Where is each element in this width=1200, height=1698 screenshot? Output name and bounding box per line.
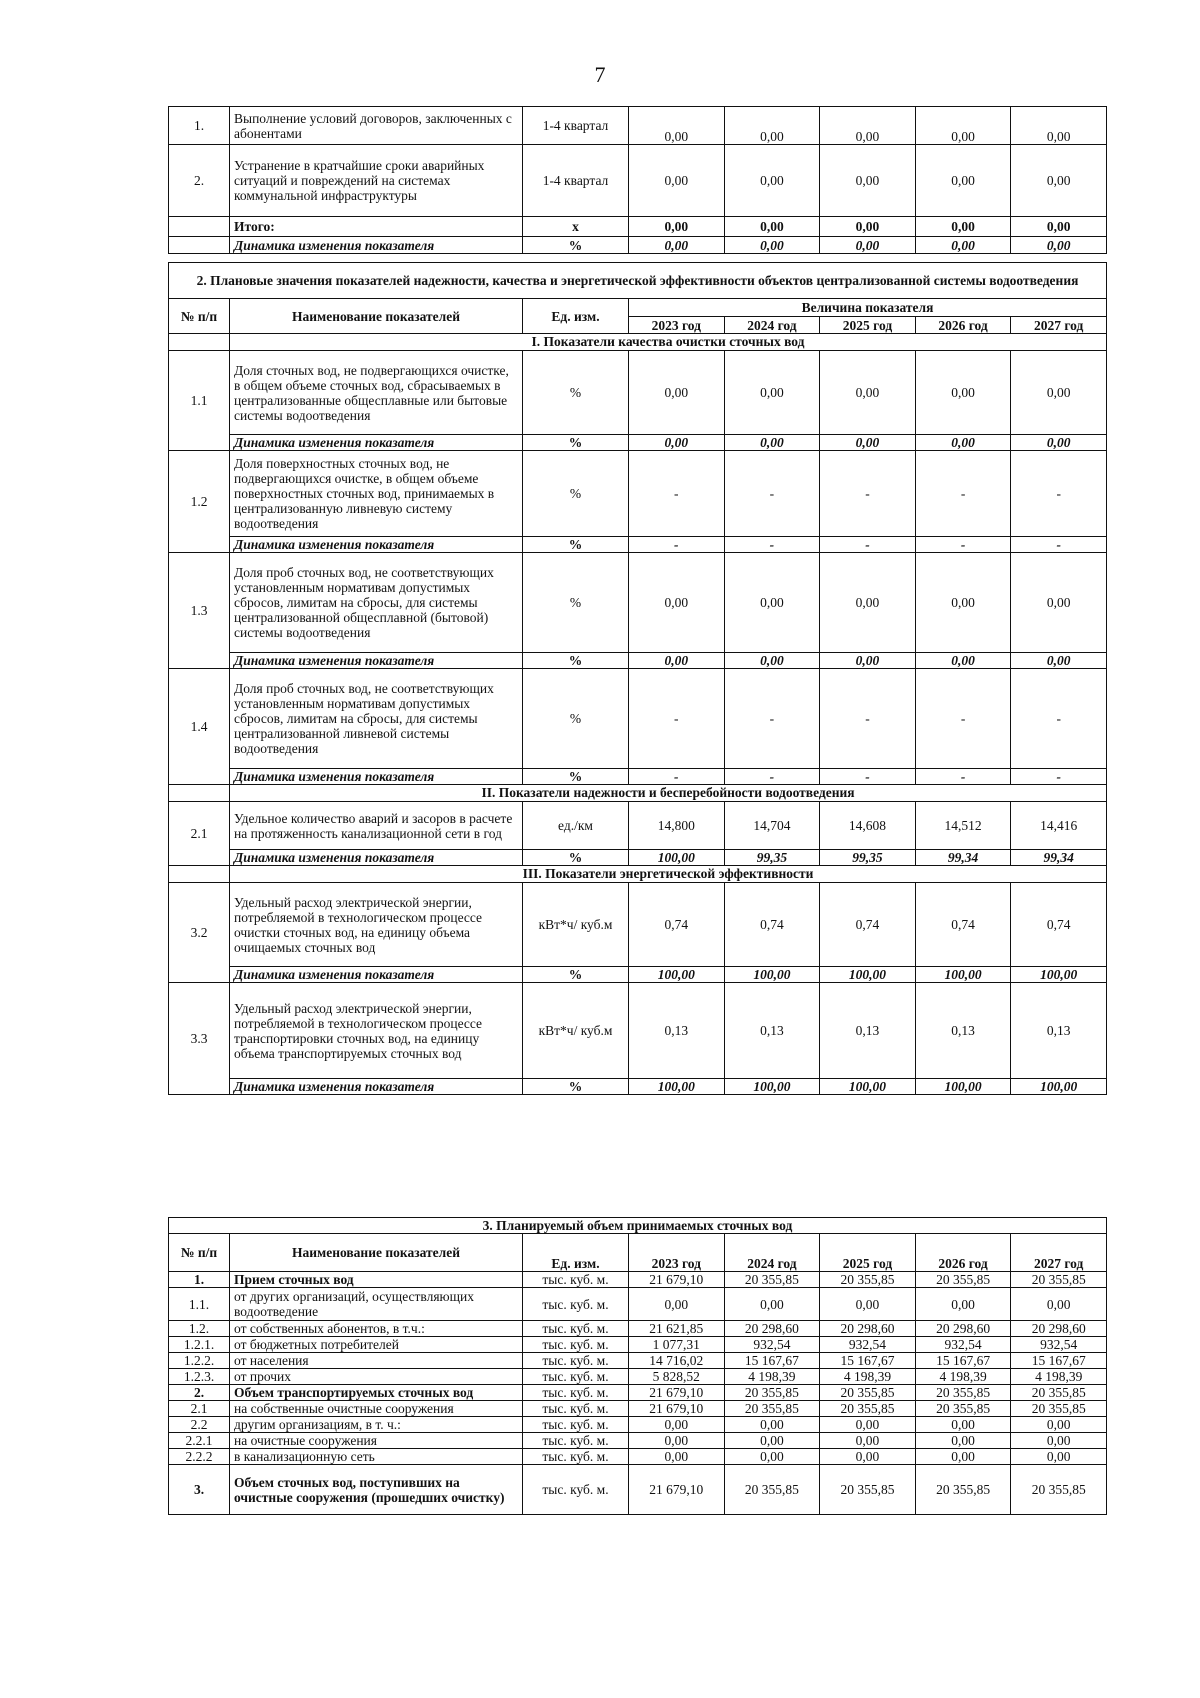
value-cell: - — [820, 451, 916, 537]
value-cell: 0,00 — [1011, 107, 1107, 145]
value-cell: 14,800 — [629, 802, 725, 850]
value-cell: 0,00 — [1011, 351, 1107, 435]
value-cell: 21 679,10 — [629, 1272, 725, 1288]
value-cell: 0,13 — [629, 983, 725, 1079]
value-cell: 0,00 — [820, 217, 916, 237]
unit-cell: тыс. куб. м. — [523, 1288, 629, 1321]
value-cell: 20 355,85 — [724, 1385, 820, 1401]
table-row — [169, 1353, 1107, 1369]
value-cell: 20 355,85 — [820, 1465, 916, 1515]
value-cell: 0,00 — [724, 553, 820, 653]
unit-cell: 1-4 квартал — [523, 107, 629, 145]
value-cell: 0,00 — [1011, 1417, 1107, 1433]
value-cell: 20 355,85 — [915, 1401, 1011, 1417]
value-cell: 0,00 — [724, 217, 820, 237]
indicator-name: другим организациям, в т. ч.: — [230, 1417, 523, 1433]
value-cell: 0,00 — [915, 653, 1011, 669]
value-cell: 100,00 — [629, 850, 725, 866]
header-row — [169, 1234, 1107, 1272]
value-cell: 20 355,85 — [915, 1272, 1011, 1288]
value-cell: 0,00 — [1011, 237, 1107, 254]
row-number: 1.2. — [169, 1321, 230, 1337]
value-cell: 0,00 — [629, 653, 725, 669]
value-cell: - — [915, 669, 1011, 769]
unit-cell: % — [523, 653, 629, 669]
value-cell: 0,00 — [724, 1433, 820, 1449]
row-number: 3. — [169, 1465, 230, 1515]
unit-cell: 1-4 квартал — [523, 145, 629, 217]
empty-cell — [169, 785, 230, 802]
empty-cell — [169, 866, 230, 883]
value-cell: 0,00 — [820, 107, 916, 145]
value-cell: 100,00 — [820, 967, 916, 983]
value-cell: 4 198,39 — [1011, 1369, 1107, 1385]
row-number: 1.1 — [169, 351, 230, 451]
dynamics-row — [169, 850, 1107, 866]
row-number: 2. — [169, 145, 230, 217]
row-number: 1.3 — [169, 553, 230, 669]
value-cell: - — [1011, 669, 1107, 769]
value-cell: - — [820, 769, 916, 785]
value-cell: 20 355,85 — [724, 1465, 820, 1515]
value-cell: 0,00 — [724, 237, 820, 254]
value-cell: 99,35 — [820, 850, 916, 866]
unit-cell: % — [523, 669, 629, 769]
table-row — [169, 1272, 1107, 1288]
value-cell: 20 355,85 — [1011, 1465, 1107, 1515]
value-cell: 0,00 — [1011, 435, 1107, 451]
value-cell: - — [1011, 451, 1107, 537]
value-cell: 21 679,10 — [629, 1465, 725, 1515]
unit-cell: тыс. куб. м. — [523, 1385, 629, 1401]
value-cell: 100,00 — [1011, 1079, 1107, 1095]
value-cell: 0,00 — [724, 1288, 820, 1321]
header-number: № п/п — [169, 1234, 230, 1272]
value-cell: 20 355,85 — [1011, 1401, 1107, 1417]
value-cell: - — [629, 451, 725, 537]
value-cell: 14,416 — [1011, 802, 1107, 850]
value-cell: 0,00 — [820, 1417, 916, 1433]
table-row — [169, 1449, 1107, 1465]
value-cell: 100,00 — [724, 967, 820, 983]
value-cell: 20 355,85 — [915, 1385, 1011, 1401]
value-cell: 0,00 — [820, 653, 916, 669]
value-cell: 0,00 — [915, 145, 1011, 217]
header-year: 2024 год — [724, 1234, 820, 1272]
value-cell: 0,00 — [915, 435, 1011, 451]
value-cell: - — [915, 537, 1011, 553]
header-name: Наименование показателей — [230, 1234, 523, 1272]
value-cell: 0,00 — [820, 435, 916, 451]
unit-cell: % — [523, 451, 629, 537]
table-row — [169, 107, 1107, 145]
unit-cell: тыс. куб. м. — [523, 1321, 629, 1337]
value-cell: 0,13 — [1011, 983, 1107, 1079]
header-year: 2027 год — [1011, 317, 1107, 334]
value-cell: 0,00 — [820, 553, 916, 653]
value-cell: 0,00 — [629, 1288, 725, 1321]
value-cell: 0,00 — [629, 237, 725, 254]
indicator-name: Прием сточных вод — [230, 1272, 523, 1288]
value-cell: 100,00 — [724, 1079, 820, 1095]
value-cell: 0,00 — [629, 1433, 725, 1449]
unit-cell: % — [523, 850, 629, 866]
group-title-row — [169, 785, 1107, 802]
row-number: 2.2 — [169, 1417, 230, 1433]
dynamics-row — [169, 435, 1107, 451]
table-row — [169, 1465, 1107, 1515]
indicator-name: Выполнение условий договоров, заключенных с абонентами — [230, 107, 523, 145]
unit-cell: х — [523, 217, 629, 237]
unit-cell: кВт*ч/ куб.м — [523, 883, 629, 967]
dynamics-label: Динамика изменения показателя — [230, 769, 523, 785]
value-cell: 99,35 — [724, 850, 820, 866]
unit-cell: кВт*ч/ куб.м — [523, 983, 629, 1079]
value-cell: 0,00 — [915, 351, 1011, 435]
dynamics-label: Динамика изменения показателя — [230, 237, 523, 254]
value-cell: 99,34 — [1011, 850, 1107, 866]
value-cell: 0,00 — [629, 351, 725, 435]
indicator-name: Доля поверхностных сточных вод, не подвергающихся очистке, в общем объеме поверхностных сточных вод, принимаемых в централизованную ливневую систему водоотведения — [230, 451, 523, 537]
row-number: 3.3 — [169, 983, 230, 1095]
value-cell: 100,00 — [915, 967, 1011, 983]
value-cell: 100,00 — [629, 967, 725, 983]
unit-cell: тыс. куб. м. — [523, 1417, 629, 1433]
indicator-name: Удельное количество аварий и засоров в расчете на протяженность канализационной сети в год — [230, 802, 523, 850]
value-cell: 0,00 — [915, 1433, 1011, 1449]
dynamics-label: Динамика изменения показателя — [230, 537, 523, 553]
unit-cell: % — [523, 237, 629, 254]
value-cell: - — [629, 669, 725, 769]
value-cell: 21 679,10 — [629, 1385, 725, 1401]
value-cell: - — [629, 537, 725, 553]
indicator-name: от бюджетных потребителей — [230, 1337, 523, 1353]
unit-cell: % — [523, 769, 629, 785]
table-row — [169, 145, 1107, 217]
row-number: 1.2.1. — [169, 1337, 230, 1353]
unit-cell: тыс. куб. м. — [523, 1353, 629, 1369]
value-cell: 0,00 — [1011, 1433, 1107, 1449]
total-row — [169, 217, 1107, 237]
table-row — [169, 1385, 1107, 1401]
row-number: 2.1 — [169, 1401, 230, 1417]
value-cell: 99,34 — [915, 850, 1011, 866]
row-number: 1.2.3. — [169, 1369, 230, 1385]
value-cell: - — [724, 537, 820, 553]
unit-cell: тыс. куб. м. — [523, 1401, 629, 1417]
row-number: 1.2 — [169, 451, 230, 553]
value-cell: 0,00 — [724, 107, 820, 145]
total-label: Итого: — [230, 217, 523, 237]
value-cell: - — [724, 769, 820, 785]
header-year: 2023 год — [629, 317, 725, 334]
value-cell: 0,00 — [629, 107, 725, 145]
dynamics-label: Динамика изменения показателя — [230, 967, 523, 983]
value-cell: 0,00 — [724, 653, 820, 669]
indicator-name: Доля сточных вод, не подвергающихся очистке, в общем объеме сточных вод, сбрасываемых в централизованные общесплавные или бытовые системы водоотведения — [230, 351, 523, 435]
value-cell: 15 167,67 — [820, 1353, 916, 1369]
empty-cell — [169, 334, 230, 351]
value-cell: - — [820, 537, 916, 553]
dynamics-label: Динамика изменения показателя — [230, 435, 523, 451]
section3-table — [168, 1217, 1107, 1515]
unit-cell: % — [523, 351, 629, 435]
indicator-name: от других организаций, осуществляющих водоотведение — [230, 1288, 523, 1321]
value-cell: 15 167,67 — [724, 1353, 820, 1369]
value-cell: 21 679,10 — [629, 1401, 725, 1417]
indicator-name: от прочих — [230, 1369, 523, 1385]
value-cell: 20 298,60 — [724, 1321, 820, 1337]
value-cell: 0,74 — [820, 883, 916, 967]
header-year: 2027 год — [1011, 1234, 1107, 1272]
table-row — [169, 1321, 1107, 1337]
indicator-name: Доля проб сточных вод, не соответствующих установленным нормативам допустимых сбросов, лимитам на сбросы, для системы централизованной общесплавной (бытовой) системы водоотведения — [230, 553, 523, 653]
row-number: 1.2.2. — [169, 1353, 230, 1369]
table-row — [169, 1369, 1107, 1385]
unit-cell: тыс. куб. м. — [523, 1449, 629, 1465]
indicator-row — [169, 451, 1107, 537]
group-title-row — [169, 334, 1107, 351]
unit-cell: % — [523, 967, 629, 983]
value-cell: 14,608 — [820, 802, 916, 850]
value-cell: 20 355,85 — [820, 1272, 916, 1288]
section1-table — [168, 106, 1107, 254]
value-cell: 0,00 — [915, 237, 1011, 254]
value-cell: 20 298,60 — [1011, 1321, 1107, 1337]
row-number: 2.2.2 — [169, 1449, 230, 1465]
value-cell: 0,00 — [629, 1449, 725, 1465]
dynamics-row — [169, 769, 1107, 785]
row-number: 2.1 — [169, 802, 230, 866]
unit-cell: тыс. куб. м. — [523, 1337, 629, 1353]
unit-cell: тыс. куб. м. — [523, 1465, 629, 1515]
value-cell: 100,00 — [820, 1079, 916, 1095]
value-cell: 0,00 — [820, 1449, 916, 1465]
value-cell: 0,00 — [820, 145, 916, 217]
empty-cell — [169, 237, 230, 254]
indicator-row — [169, 669, 1107, 769]
indicator-name: на собственные очистные сооружения — [230, 1401, 523, 1417]
value-cell: 0,00 — [915, 217, 1011, 237]
value-cell: 15 167,67 — [915, 1353, 1011, 1369]
value-cell: 20 355,85 — [724, 1401, 820, 1417]
unit-cell: % — [523, 553, 629, 653]
value-cell: 0,00 — [724, 351, 820, 435]
indicator-name: Объем транспортируемых сточных вод — [230, 1385, 523, 1401]
header-year: 2025 год — [820, 317, 916, 334]
indicator-row — [169, 802, 1107, 850]
value-cell: 20 355,85 — [1011, 1385, 1107, 1401]
dynamics-label: Динамика изменения показателя — [230, 850, 523, 866]
value-cell: 0,00 — [1011, 553, 1107, 653]
header-year: 2023 год — [629, 1234, 725, 1272]
value-cell: 0,00 — [915, 1417, 1011, 1433]
unit-cell: тыс. куб. м. — [523, 1272, 629, 1288]
dynamics-row — [169, 1079, 1107, 1095]
value-cell: 0,00 — [724, 1417, 820, 1433]
value-cell: 0,00 — [724, 145, 820, 217]
unit-cell: тыс. куб. м. — [523, 1433, 629, 1449]
value-cell: 0,00 — [1011, 653, 1107, 669]
table-row — [169, 1288, 1107, 1321]
value-cell: 20 355,85 — [820, 1385, 916, 1401]
indicator-row — [169, 351, 1107, 435]
value-cell: 100,00 — [1011, 967, 1107, 983]
indicator-name: Удельный расход электрической энергии, потребляемой в технологическом процессе транспортировки сточных вод, на единицу объема транспортируемых сточных вод — [230, 983, 523, 1079]
value-cell: 0,74 — [1011, 883, 1107, 967]
value-cell: 21 621,85 — [629, 1321, 725, 1337]
table-row — [169, 1433, 1107, 1449]
value-cell: 0,00 — [915, 1449, 1011, 1465]
group-title: III. Показатели энергетической эффективности — [230, 866, 1107, 883]
header-group: Величина показателя — [629, 299, 1107, 317]
value-cell: - — [1011, 537, 1107, 553]
group-title: II. Показатели надежности и бесперебойности водоотведения — [230, 785, 1107, 802]
dynamics-row — [169, 537, 1107, 553]
indicator-name: на очистные сооружения — [230, 1433, 523, 1449]
value-cell: 932,54 — [724, 1337, 820, 1353]
value-cell: 0,13 — [724, 983, 820, 1079]
section-title: 2. Плановые значения показателей надежности, качества и энергетической эффективности объектов централизованной системы водоотведения — [169, 263, 1107, 299]
section-title: 3. Планируемый объем принимаемых сточных вод — [169, 1218, 1107, 1234]
value-cell: 0,00 — [629, 435, 725, 451]
dynamics-row — [169, 653, 1107, 669]
value-cell: - — [915, 769, 1011, 785]
value-cell: 20 355,85 — [915, 1465, 1011, 1515]
value-cell: 0,00 — [1011, 1449, 1107, 1465]
table-row — [169, 1401, 1107, 1417]
unit-cell: % — [523, 435, 629, 451]
indicator-name: Устранение в кратчайшие сроки аварийных ситуаций и повреждений на системах коммунальной инфраструктуры — [230, 145, 523, 217]
value-cell: 0,00 — [629, 553, 725, 653]
value-cell: 4 198,39 — [915, 1369, 1011, 1385]
value-cell: 0,74 — [629, 883, 725, 967]
value-cell: 0,00 — [629, 1417, 725, 1433]
value-cell: 0,74 — [915, 883, 1011, 967]
indicator-row — [169, 983, 1107, 1079]
unit-cell: % — [523, 537, 629, 553]
indicator-name: Объем сточных вод, поступивших на очистные сооружения (прошедших очистку) — [230, 1465, 523, 1515]
section2-table — [168, 262, 1107, 1095]
dynamics-label: Динамика изменения показателя — [230, 1079, 523, 1095]
value-cell: 4 198,39 — [724, 1369, 820, 1385]
value-cell: 0,00 — [915, 107, 1011, 145]
table-row — [169, 1337, 1107, 1353]
value-cell: 14 716,02 — [629, 1353, 725, 1369]
value-cell: 20 298,60 — [915, 1321, 1011, 1337]
header-year: 2026 год — [915, 317, 1011, 334]
group-title: I. Показатели качества очистки сточных вод — [230, 334, 1107, 351]
value-cell: 0,00 — [1011, 217, 1107, 237]
row-number: 2. — [169, 1385, 230, 1401]
indicator-name: Удельный расход электрической энергии, потребляемой в технологическом процессе очистки сточных вод, на единицу объема очищаемых сточных вод — [230, 883, 523, 967]
group-title-row — [169, 866, 1107, 883]
value-cell: 100,00 — [915, 1079, 1011, 1095]
header-row — [169, 299, 1107, 317]
header-year: 2025 год — [820, 1234, 916, 1272]
row-number: 3.2 — [169, 883, 230, 983]
indicator-row — [169, 883, 1107, 967]
value-cell: 0,00 — [724, 1449, 820, 1465]
value-cell: 0,00 — [915, 553, 1011, 653]
value-cell: - — [1011, 769, 1107, 785]
value-cell: 0,00 — [1011, 1288, 1107, 1321]
value-cell: 0,00 — [820, 351, 916, 435]
value-cell: 932,54 — [915, 1337, 1011, 1353]
value-cell: 932,54 — [1011, 1337, 1107, 1353]
value-cell: 100,00 — [629, 1079, 725, 1095]
table-row — [169, 1417, 1107, 1433]
indicator-name: в канализационную сеть — [230, 1449, 523, 1465]
value-cell: 0,00 — [629, 145, 725, 217]
value-cell: 0,00 — [629, 217, 725, 237]
row-number: 2.2.1 — [169, 1433, 230, 1449]
value-cell: 0,74 — [724, 883, 820, 967]
value-cell: 1 077,31 — [629, 1337, 725, 1353]
value-cell: 0,00 — [915, 1288, 1011, 1321]
value-cell: 14,512 — [915, 802, 1011, 850]
value-cell: 932,54 — [820, 1337, 916, 1353]
value-cell: 0,00 — [820, 1433, 916, 1449]
header-number: № п/п — [169, 299, 230, 334]
value-cell: 0,00 — [1011, 145, 1107, 217]
row-number: 1.1. — [169, 1288, 230, 1321]
value-cell: 20 355,85 — [1011, 1272, 1107, 1288]
indicator-name: от населения — [230, 1353, 523, 1369]
value-cell: 0,13 — [915, 983, 1011, 1079]
header-unit: Ед. изм. — [523, 299, 629, 334]
value-cell: 14,704 — [724, 802, 820, 850]
value-cell: 0,13 — [820, 983, 916, 1079]
dynamics-row — [169, 237, 1107, 254]
value-cell: - — [629, 769, 725, 785]
unit-cell: тыс. куб. м. — [523, 1369, 629, 1385]
section-title-row — [169, 263, 1107, 299]
value-cell: - — [724, 451, 820, 537]
row-number: 1. — [169, 107, 230, 145]
row-number: 1.4 — [169, 669, 230, 785]
value-cell: 5 828,52 — [629, 1369, 725, 1385]
value-cell: - — [820, 669, 916, 769]
row-number: 1. — [169, 1272, 230, 1288]
value-cell: 0,00 — [724, 435, 820, 451]
value-cell: - — [915, 451, 1011, 537]
section-title-row — [169, 1218, 1107, 1234]
unit-cell: % — [523, 1079, 629, 1095]
value-cell: 15 167,67 — [1011, 1353, 1107, 1369]
indicator-name: от собственных абонентов, в т.ч.: — [230, 1321, 523, 1337]
value-cell: 20 298,60 — [820, 1321, 916, 1337]
value-cell: 0,00 — [820, 1288, 916, 1321]
dynamics-label: Динамика изменения показателя — [230, 653, 523, 669]
value-cell: 20 355,85 — [724, 1272, 820, 1288]
page-number: 7 — [594, 62, 606, 87]
header-year: 2026 год — [915, 1234, 1011, 1272]
header-name: Наименование показателей — [230, 299, 523, 334]
value-cell: 20 355,85 — [820, 1401, 916, 1417]
indicator-row — [169, 553, 1107, 653]
indicator-name: Доля проб сточных вод, не соответствующих установленным нормативам допустимых сбросов, лимитам на сбросы, для системы централизованной ливневой системы водоотведения — [230, 669, 523, 769]
dynamics-row — [169, 967, 1107, 983]
header-year: 2024 год — [724, 317, 820, 334]
value-cell: - — [724, 669, 820, 769]
value-cell: 0,00 — [820, 237, 916, 254]
header-unit: Ед. изм. — [523, 1234, 629, 1272]
empty-cell — [169, 217, 230, 237]
unit-cell: ед./км — [523, 802, 629, 850]
value-cell: 4 198,39 — [820, 1369, 916, 1385]
